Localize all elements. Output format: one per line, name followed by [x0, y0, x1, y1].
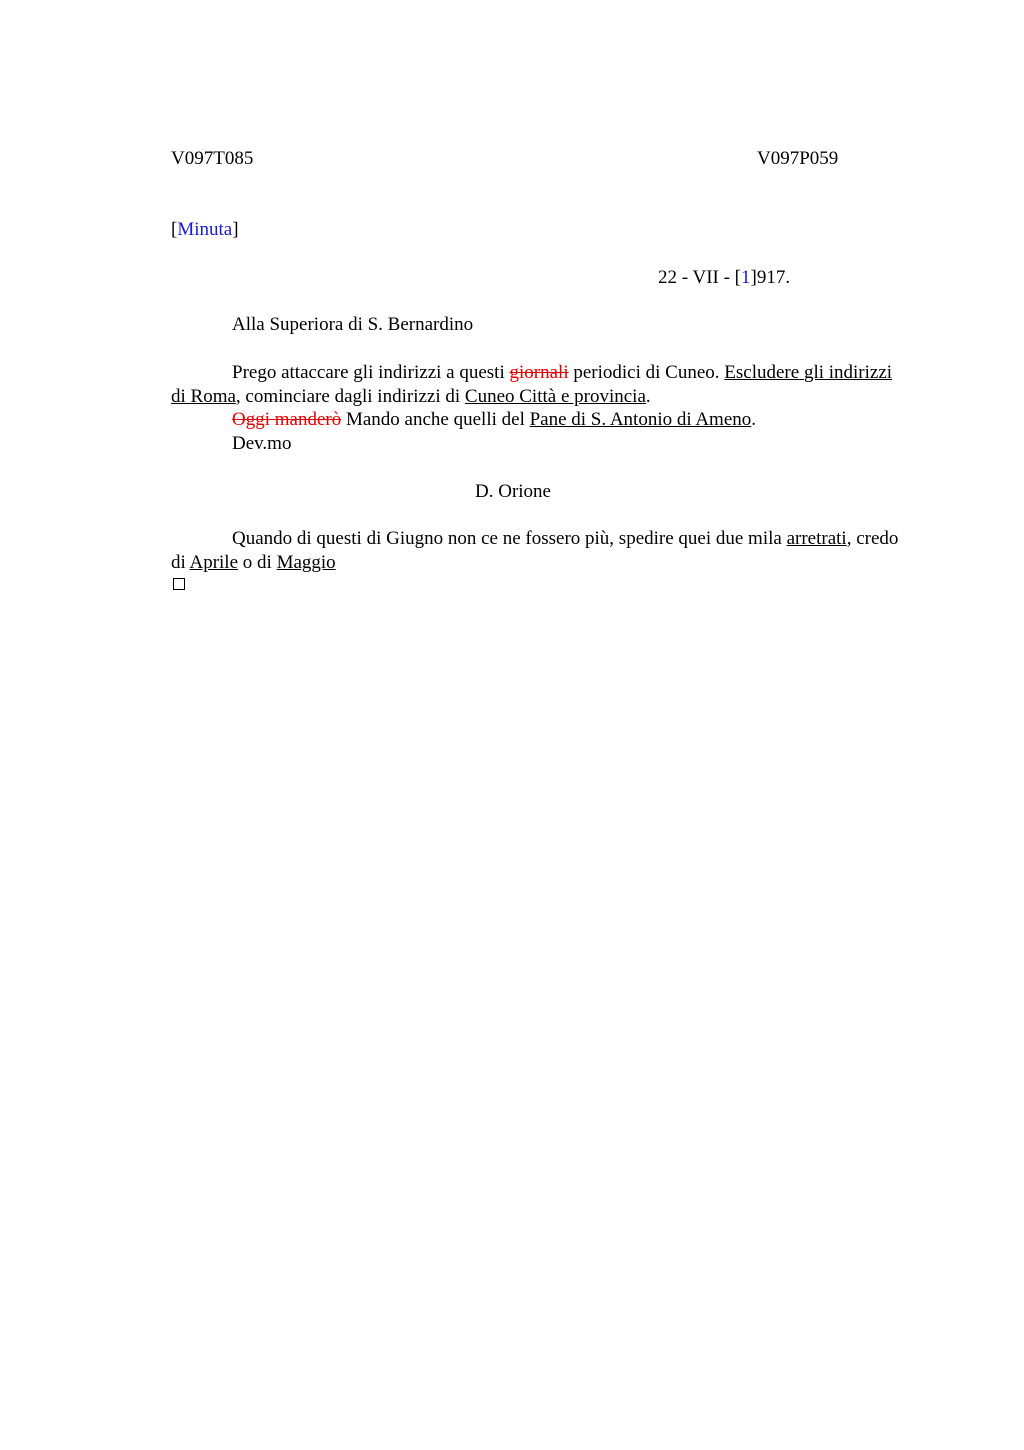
deleted-word: giornali: [509, 362, 569, 383]
body-text: , credo di: [171, 528, 899, 573]
signature: D. Orione: [475, 481, 551, 502]
body-text: Prego attaccare gli indirizzi a questi: [232, 362, 510, 383]
underlined-text: Aprile: [189, 551, 239, 573]
right-document-code: V097P059: [757, 148, 839, 169]
body-text: .: [645, 385, 651, 407]
body-text: , cominciare dagli indirizzi di: [235, 385, 465, 407]
deleted-phrase: Oggi manderò: [232, 409, 342, 430]
body-text: Quando di questi di Giugno non ce ne fossero più, spedire quei due mila: [232, 528, 787, 549]
letter-date: [658, 266, 790, 289]
underlined-text: Escludere: [724, 362, 800, 383]
closing-line: Dev.mo: [232, 433, 292, 454]
close-bracket: ]: [232, 219, 239, 240]
minuta-label: Minuta: [177, 219, 233, 240]
body-text: Mando anche quelli del: [341, 409, 530, 430]
underlined-text: arretrati: [786, 528, 847, 549]
date-suffix: ]917.: [750, 267, 791, 288]
empty-box-icon: [173, 578, 185, 590]
body-paragraph-1: [171, 361, 911, 408]
left-document-code: V097T085: [171, 148, 254, 169]
document-type-label: [171, 218, 239, 241]
postscript-paragraph: [171, 527, 911, 574]
open-bracket: [: [171, 219, 178, 240]
date-inserted-digit: 1: [741, 267, 751, 288]
underlined-text: gli indirizzi di Roma: [171, 362, 893, 407]
recipient-line: Alla Superiora di S. Bernardino: [232, 314, 474, 335]
underlined-text: Maggio: [276, 551, 336, 573]
body-text: .: [751, 409, 757, 430]
body-text: o di: [238, 551, 277, 573]
body-paragraph-2: [171, 408, 911, 432]
body-text: periodici di Cuneo.: [568, 362, 725, 383]
underlined-text: Pane di S. Antonio di Ameno: [529, 409, 752, 430]
date-prefix: 22 - VII - [: [658, 267, 742, 288]
underlined-text: Cuneo Città e provincia: [464, 385, 646, 407]
